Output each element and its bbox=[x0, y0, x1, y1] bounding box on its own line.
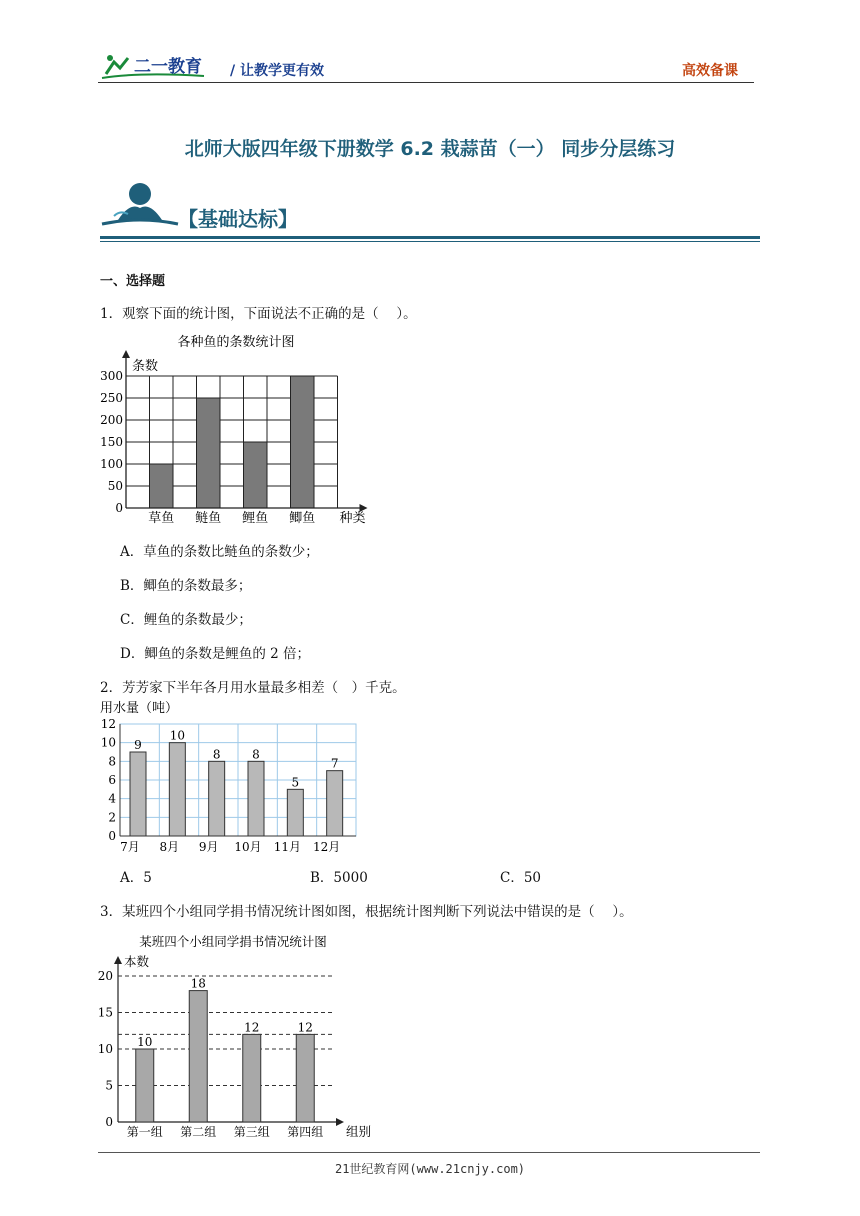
chart1-y-label: 条数 bbox=[132, 359, 159, 374]
chart3-data-label: 12 bbox=[244, 1020, 260, 1035]
chart2-data-label: 8 bbox=[212, 747, 221, 762]
q1-option-b: B．鲫鱼的条数最多； bbox=[120, 578, 252, 594]
q1-option-c: C．鲤鱼的条数最少； bbox=[120, 612, 252, 628]
banner-rule bbox=[100, 236, 760, 239]
reader-icon bbox=[100, 180, 180, 230]
chart2-bar-6 bbox=[327, 771, 343, 836]
chart2-bar-3 bbox=[209, 761, 225, 836]
chart3-data-label: 12 bbox=[297, 1020, 313, 1035]
q1-option-a: A．草鱼的条数比鲢鱼的条数少； bbox=[120, 544, 319, 560]
chart2-y-label: 用水量（吨） bbox=[100, 701, 179, 716]
header-right-tag: 高效备课 bbox=[682, 63, 738, 79]
chart1-x-label: 种类 bbox=[339, 511, 366, 526]
chart3-bar-2 bbox=[189, 991, 207, 1122]
brand-logo bbox=[100, 50, 210, 82]
header-slogan: / 让教学更有效 bbox=[230, 63, 324, 79]
water-usage-chart bbox=[98, 698, 368, 858]
chart2-x-tick: 9月 bbox=[198, 840, 219, 854]
chart1-x-tick: 鲤鱼 bbox=[242, 511, 269, 526]
chart1-y-tick: 0 bbox=[115, 501, 123, 515]
chart1-x-tick: 草鱼 bbox=[148, 511, 175, 526]
chart2-y-tick: 8 bbox=[108, 754, 116, 769]
chart3-y-tick: 10 bbox=[98, 1042, 113, 1056]
chart1-bar-1 bbox=[150, 464, 174, 508]
chart3-y-tick: 0 bbox=[105, 1115, 113, 1129]
chart2-y-tick: 4 bbox=[108, 791, 116, 806]
chart2-y-tick: 2 bbox=[108, 810, 116, 825]
banner-rule-thin bbox=[100, 241, 760, 242]
chart2-x-tick: 8月 bbox=[159, 840, 180, 854]
chart1-y-tick: 50 bbox=[107, 479, 123, 493]
footer-text: 21世纪教育网(www.21cnjy.com) bbox=[334, 1162, 526, 1176]
chart2-x-tick: 12月 bbox=[313, 840, 341, 854]
q2-option-c: C．50 bbox=[500, 870, 542, 886]
chart3-data-label: 18 bbox=[190, 976, 206, 991]
chart1-bar-3 bbox=[244, 442, 268, 508]
chart3-y-arrow bbox=[114, 956, 122, 964]
chart3-title: 某班四个小组同学捐书情况统计图 bbox=[139, 934, 327, 949]
chart1-bar-2 bbox=[197, 398, 221, 508]
book-donation-chart bbox=[98, 928, 388, 1144]
chart3-x-tick: 第三组 bbox=[233, 1125, 270, 1139]
chart2-data-label: 9 bbox=[134, 738, 142, 752]
section-heading: 一、选择题 bbox=[100, 274, 166, 289]
chart3-y-tick: 5 bbox=[105, 1078, 113, 1093]
chart3-x-tick: 第二组 bbox=[180, 1125, 217, 1139]
chart2-data-label: 8 bbox=[252, 747, 260, 762]
chart3-bar-3 bbox=[243, 1034, 261, 1122]
chart1-x-tick: 鲫鱼 bbox=[289, 511, 316, 526]
chart2-bar-4 bbox=[248, 761, 264, 836]
page-title: 北师大版四年级下册数学 6.2 栽蒜苗（一） 同步分层练习 bbox=[184, 138, 676, 160]
chart1-y-tick: 100 bbox=[100, 457, 123, 471]
chart3-bar-1 bbox=[136, 1049, 154, 1122]
header-divider bbox=[98, 82, 754, 83]
chart1-y-tick: 300 bbox=[100, 369, 123, 383]
chart1-y-tick: 200 bbox=[100, 413, 123, 427]
chart2-bar-5 bbox=[287, 789, 303, 836]
fish-count-chart bbox=[98, 328, 378, 528]
chart2-bar-1 bbox=[130, 752, 146, 836]
footer-divider bbox=[98, 1152, 760, 1153]
chart3-y-label: 本数 bbox=[124, 954, 150, 969]
chart2-y-tick: 0 bbox=[108, 829, 116, 843]
chart2-data-label: 7 bbox=[330, 756, 339, 771]
chart3-x-tick: 第四组 bbox=[287, 1125, 324, 1139]
chart3-x-tick: 第一组 bbox=[126, 1125, 163, 1139]
chart1-y-tick: 150 bbox=[100, 435, 123, 449]
question-1-stem: 1．观察下面的统计图，下面说法不正确的是（ ）。 bbox=[100, 306, 417, 322]
chart3-x-label: 组别 bbox=[346, 1124, 372, 1139]
chart1-y-arrow bbox=[122, 350, 130, 358]
chart1-title: 各种鱼的条数统计图 bbox=[177, 335, 295, 350]
chart3-y-tick: 20 bbox=[98, 969, 113, 983]
chart2-x-tick: 11月 bbox=[273, 840, 301, 854]
chart2-x-tick: 7月 bbox=[120, 840, 140, 854]
chart2-data-label: 5 bbox=[291, 775, 300, 790]
q2-option-a: A．5 bbox=[120, 870, 152, 886]
chart1-y-tick: 250 bbox=[100, 391, 123, 405]
section-banner: 【基础达标】 bbox=[178, 207, 298, 231]
question-2-stem: 2．芳芳家下半年各月用水量最多相差（ ）千克。 bbox=[100, 680, 406, 696]
chart3-y-tick: 15 bbox=[98, 1005, 113, 1020]
chart2-data-label: 10 bbox=[169, 728, 185, 743]
chart2-y-tick: 10 bbox=[100, 735, 116, 750]
chart3-bar-4 bbox=[296, 1034, 314, 1122]
chart2-y-tick: 12 bbox=[100, 717, 116, 731]
chart3-data-label: 10 bbox=[137, 1035, 153, 1049]
question-3-stem: 3．某班四个小组同学捐书情况统计图如图，根据统计图判断下列说法中错误的是（ ）。 bbox=[100, 904, 633, 920]
chart1-x-tick: 鲢鱼 bbox=[195, 511, 222, 526]
q2-option-b: B．5000 bbox=[310, 870, 368, 886]
chart2-bar-2 bbox=[169, 743, 185, 836]
brand-logo-text: 二一教育 bbox=[134, 57, 202, 77]
chart2-y-tick: 6 bbox=[108, 773, 116, 787]
chart3-x-arrow bbox=[336, 1118, 344, 1126]
chart1-bar-4 bbox=[291, 376, 315, 508]
q1-option-d: D．鲫鱼的条数是鲤鱼的 2 倍； bbox=[120, 646, 310, 662]
chart2-x-tick: 10月 bbox=[234, 840, 262, 854]
